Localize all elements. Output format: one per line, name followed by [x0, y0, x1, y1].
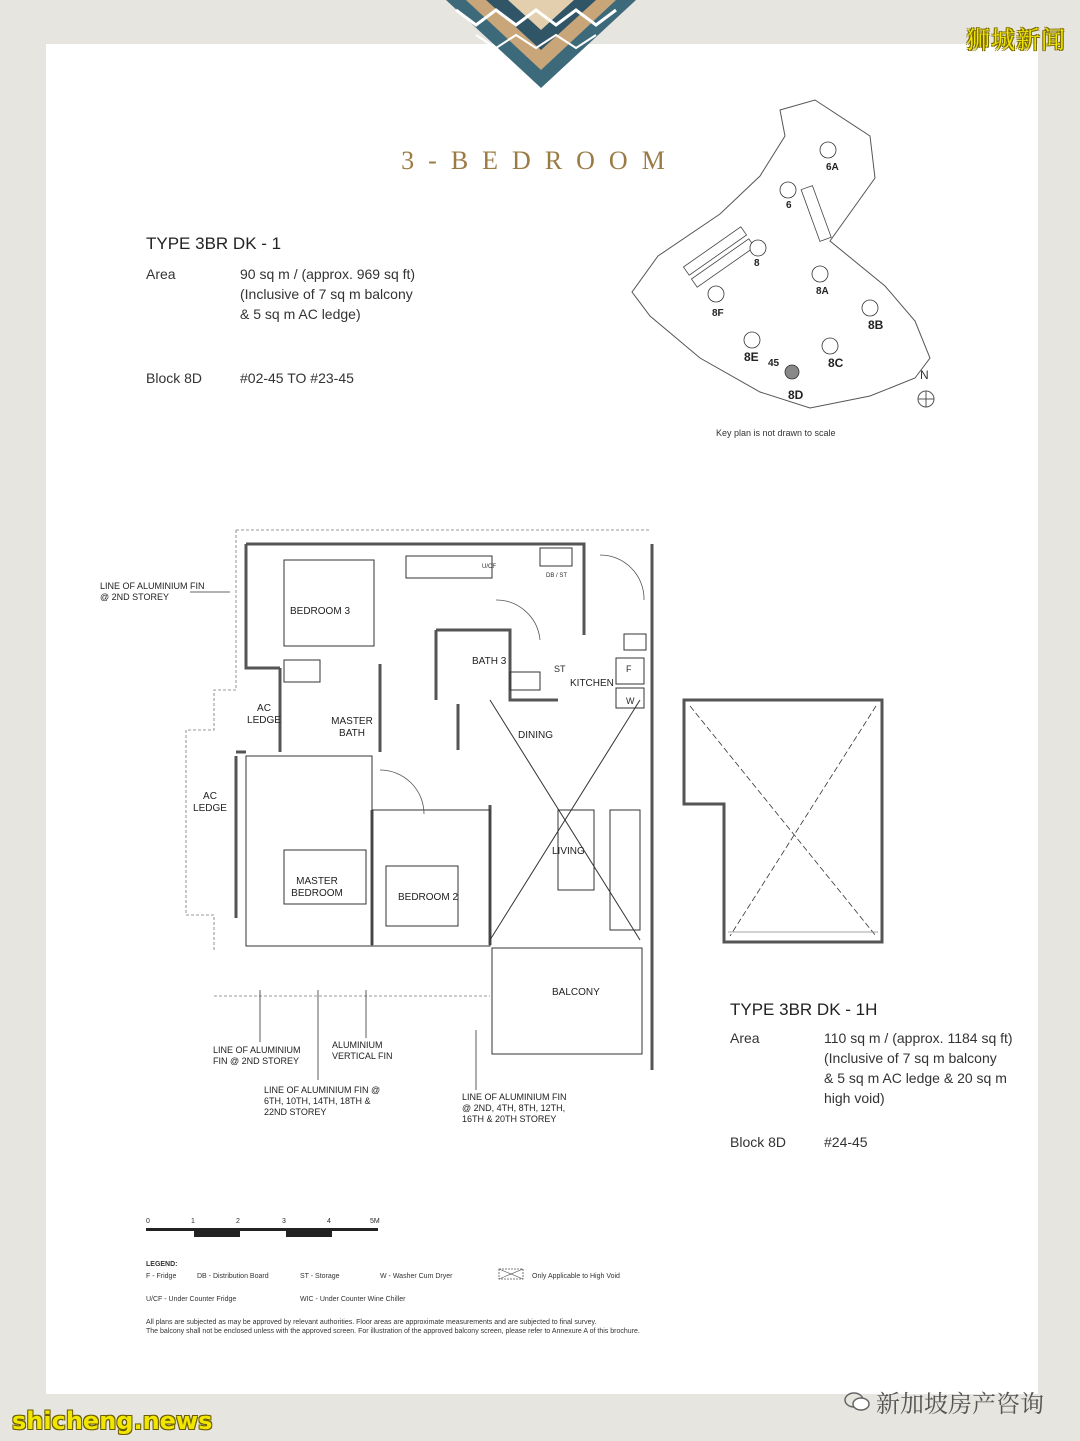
scale-tick: 4 — [327, 1218, 331, 1225]
page-title: 3-BEDROOM — [401, 146, 679, 175]
area-line: & 5 sq m AC ledge & 20 sq m — [824, 1070, 1007, 1086]
room-master-bath: MASTER BATH — [331, 716, 373, 739]
key-block-6A: 6A — [826, 162, 839, 173]
key-block-8B: 8B — [868, 318, 884, 332]
scale-tick: 3 — [282, 1218, 286, 1225]
legend-fridge: F - Fridge — [146, 1273, 177, 1280]
area-line: (Inclusive of 7 sq m balcony — [824, 1050, 997, 1066]
unit2-block-label: Block 8D — [730, 1134, 787, 1150]
room-master-bedroom: MASTER BEDROOM — [291, 876, 343, 899]
area-line: & 5 sq m AC ledge) — [240, 306, 361, 322]
area-line: high void) — [824, 1090, 885, 1106]
area-line: 110 sq m / (approx. 1184 sq ft) — [824, 1030, 1013, 1046]
fixture-ucf: U/CF — [482, 564, 496, 570]
wechat-watermark — [844, 1384, 1044, 1419]
unit2-area-label: Area — [730, 1030, 760, 1046]
decorative-pattern — [446, 0, 636, 90]
fixture-fridge: F — [626, 664, 632, 674]
key-plan-blocks — [708, 142, 878, 379]
legend-db: DB - Distribution Board — [197, 1273, 269, 1280]
annotation-fin-2nd: LINE OF ALUMINIUM FIN @ 2ND, 4TH, 8TH, 12TH, 16TH & 20TH STOREY — [462, 1092, 567, 1124]
fixture-db-st: DB / ST — [546, 573, 568, 579]
legend-void: Only Applicable to High Void — [532, 1273, 620, 1280]
annotation-vertical-fin: ALUMINIUM VERTICAL FIN — [332, 1040, 393, 1061]
scale-tick: 5M — [370, 1218, 380, 1225]
annotation-fin-top: LINE OF ALUMINIUM FIN @ 2ND STOREY — [100, 581, 205, 602]
unit-type-title: TYPE 3BR DK - 1 — [146, 234, 282, 253]
fixture-st: ST — [554, 664, 566, 674]
room-bath3: BATH 3 — [472, 656, 507, 667]
room-ac-ledge-1: AC LEDGE — [247, 703, 281, 726]
key-unit-number: 45 — [768, 358, 780, 369]
key-block-8E: 8E — [744, 350, 759, 364]
watermark-bottom: shicheng.news — [12, 1407, 213, 1435]
area-line: 90 sq m / (approx. 969 sq ft) — [240, 266, 416, 282]
disclaimer-2: The balcony shall not be enclosed unless with the approved screen. For illustration of the approved balcony screen, please refer to Annexure A of this brochure. — [146, 1328, 640, 1335]
legend-washer: W - Washer Cum Dryer — [380, 1273, 453, 1280]
unit2-type-title: TYPE 3BR DK - 1H — [730, 1000, 878, 1019]
room-ac-ledge-2: AC LEDGE — [193, 791, 227, 814]
key-block-6: 6 — [786, 200, 792, 211]
wechat-icon — [844, 1391, 870, 1413]
legend-ucf: U/CF - Under Counter Fridge — [146, 1296, 237, 1303]
void-plan — [680, 696, 886, 948]
key-block-8D: 8D — [788, 388, 804, 402]
disclaimer-1: All plans are subjected as may be approved by relevant authorities. Floor areas are approximate measurements and are subjected to final survey. — [146, 1319, 597, 1326]
void-symbol-icon — [498, 1268, 524, 1280]
legend-title: LEGEND: — [146, 1261, 178, 1268]
unit2-block-units: #24-45 — [824, 1134, 868, 1150]
block-units: #02-45 TO #23-45 — [240, 370, 354, 386]
unit2-area-details — [824, 1028, 1024, 1108]
north-label: N — [920, 368, 929, 382]
area-label: Area — [146, 266, 176, 282]
watermark-top: 狮城新闻 — [966, 26, 1066, 54]
key-block-8A: 8A — [816, 286, 829, 297]
key-block-8F: 8F — [712, 308, 724, 319]
legend-wic: WIC - Under Counter Wine Chiller — [300, 1296, 406, 1303]
wechat-account-name: 新加坡房产咨询 — [876, 1390, 1044, 1418]
block-label: Block 8D — [146, 370, 203, 386]
legend-storage: ST - Storage — [300, 1273, 340, 1280]
room-balcony: BALCONY — [552, 987, 600, 998]
scale-tick: 0 — [146, 1218, 150, 1225]
fixture-washer: W — [626, 696, 635, 706]
scale-ticks — [146, 1218, 386, 1228]
area-line: (Inclusive of 7 sq m balcony — [240, 286, 413, 302]
room-bedroom3: BEDROOM 3 — [290, 606, 351, 617]
annotation-arrows — [190, 580, 650, 1100]
scale-tick: 1 — [191, 1218, 195, 1225]
room-dining: DINING — [518, 730, 553, 741]
room-bedroom2: BEDROOM 2 — [398, 892, 459, 903]
scale-tick: 2 — [236, 1218, 240, 1225]
room-living: LIVING — [552, 846, 585, 857]
key-plan-note: Key plan is not drawn to scale — [716, 428, 836, 438]
room-kitchen: KITCHEN — [570, 678, 614, 689]
key-block-8C: 8C — [828, 356, 844, 370]
scale-bar — [146, 1228, 378, 1242]
area-details — [240, 264, 440, 324]
key-block-8: 8 — [754, 258, 760, 269]
annotation-fin-6th: LINE OF ALUMINIUM FIN @ 6TH, 10TH, 14TH, 18TH & 22ND STOREY — [264, 1085, 381, 1117]
annotation-fin-bottom-left: LINE OF ALUMINIUM FIN @ 2ND STOREY — [213, 1045, 301, 1066]
key-plan — [630, 96, 950, 426]
